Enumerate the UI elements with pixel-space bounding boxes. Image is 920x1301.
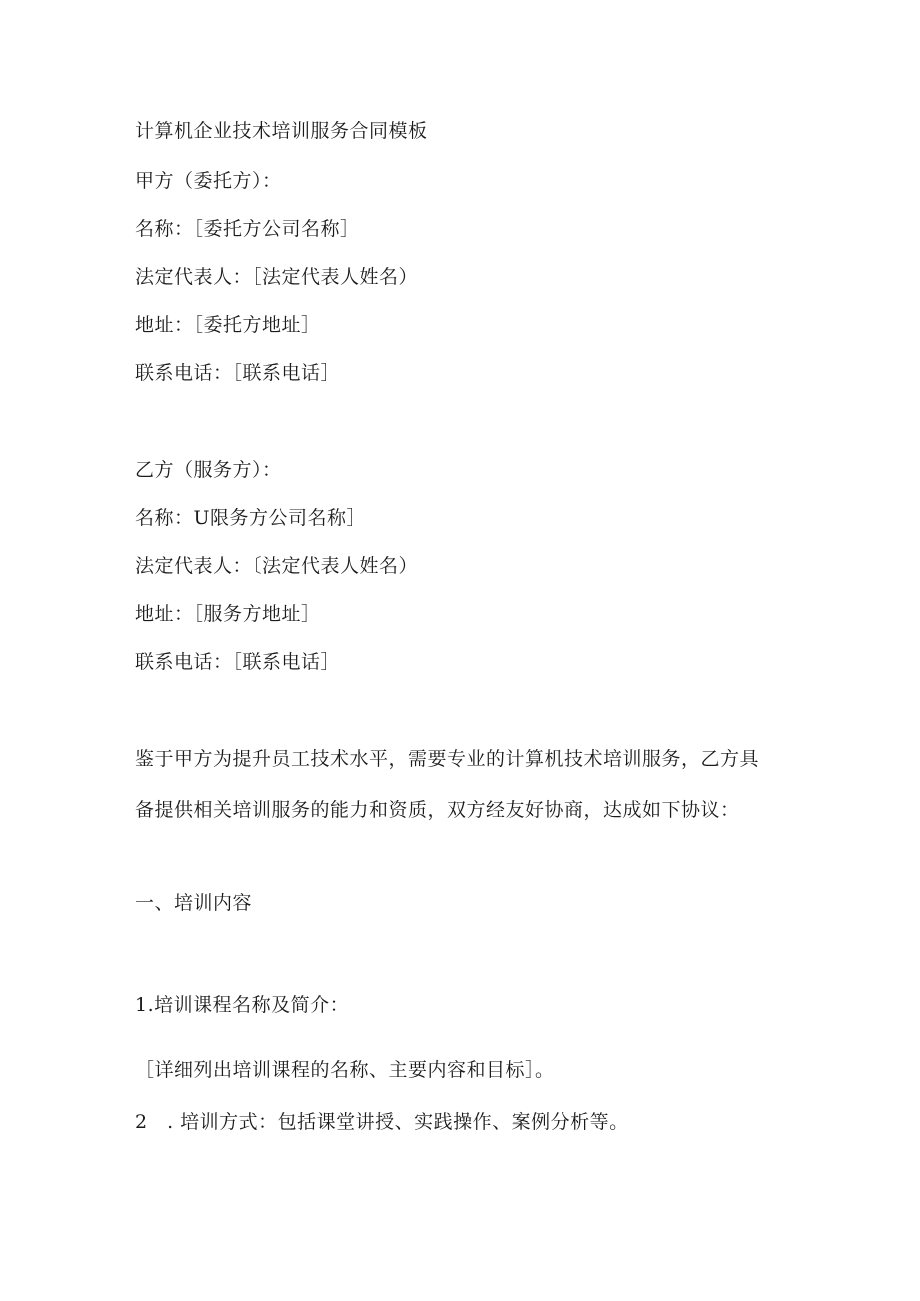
document-title: 计算机企业技术培训服务合同模板	[135, 120, 428, 142]
section-1-item-2: 2 . 培训方式：包括课堂讲授、实践操作、案例分析等。	[135, 1111, 629, 1133]
party-b-heading: 乙方（服务方）：	[135, 459, 282, 481]
party-a-address: 地址：［委托方地址］	[135, 314, 321, 336]
preamble-line-1: 鉴于甲方为提升员工技术水平，需要专业的计算机技术培训服务，乙方具	[135, 748, 760, 770]
party-a-phone: 联系电话：［联系电话］	[135, 362, 341, 384]
section-1-item-1: 1.培训课程名称及简介：	[135, 994, 350, 1016]
preamble-line-2: 备提供相关培训服务的能力和资质，双方经友好协商，达成如下协议：	[135, 799, 740, 821]
party-a-representative: 法定代表人：［法定代表人姓名）	[135, 266, 419, 288]
party-b-name: 名称：U限务方公司名称］	[135, 507, 367, 529]
party-b-phone: 联系电话：［联系电话］	[135, 651, 341, 673]
party-b-address: 地址：［服务方地址］	[135, 603, 321, 625]
party-a-name: 名称：［委托方公司名称］	[135, 218, 360, 240]
party-a-heading: 甲方（委托方）：	[135, 170, 282, 192]
party-b-representative: 法定代表人：〔法定代表人姓名）	[135, 555, 419, 577]
section-1-item-1-detail: ［详细列出培训课程的名称、主要内容和目标］。	[135, 1059, 555, 1081]
section-1-heading: 一、培训内容	[135, 892, 253, 914]
